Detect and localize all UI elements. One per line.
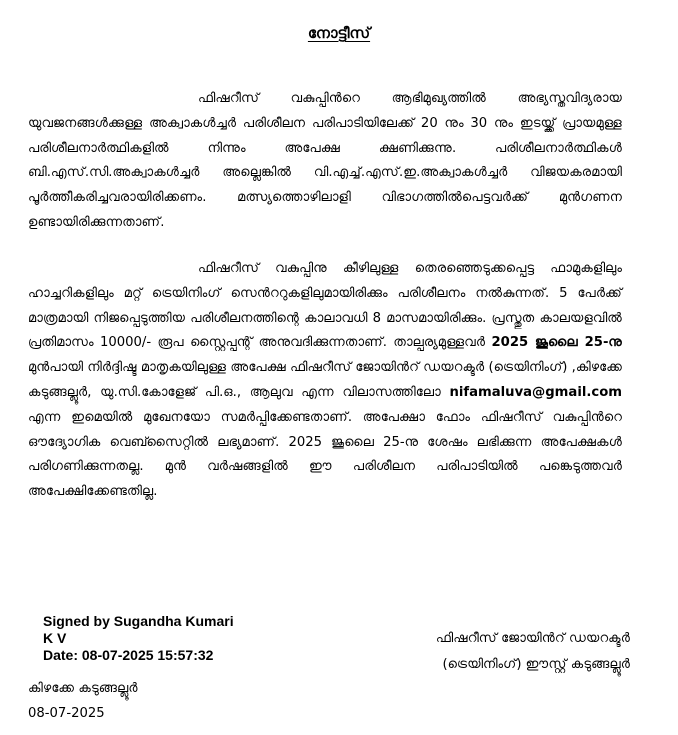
paragraph-details-part3: എന്ന ഇമെയിൽ മുഖേനയോ സമർപ്പിക്കേണ്ടതാണ്. അപേക്ഷാ ഫോം ഫിഷറീസ് വകുപ്പിൻറെ ഔദ്യോഗിക വെബ്സൈറ്റിൽ ലഭ്യമാണ്. 2025 ജൂലൈ 25-നു ശേഷം ലഭിക്കുന്ന അപേക്ഷകൾ പരിഗണിക്കുന്നതല്ല. മുൻ വർഷങ്ങളിൽ ഈ പരിശീലന പരിപാടിയിൽ പങ്കെടുത്തവർ അപേക്ഷിക്കേണ്ടതില്ല.	[28, 409, 622, 500]
issuing-office	[380, 626, 630, 678]
paragraph-eligibility-text: ഫിഷറീസ് വകുപ്പിൻറെ ആഭിമുഖ്യത്തിൽ അഭ്യസ്തവിദ്യരായ യുവജനങ്ങൾക്കുള്ള അക്വാകൾച്ചർ പരിശീലന പരിപാടിയിലേക്ക് 20 നും 30 നും ഇടയ്ക്ക് പ്രായമുള്ള പരിശീലനാർത്ഥികളിൽ നിന്നും അപേക്ഷ ക്ഷണിക്കുന്നു. പരിശീലനാർത്ഥികൾ ബി.എസ്.സി.അക്വാകൾച്ചർ അല്ലെങ്കിൽ വി.എച്ച്.എസ്.ഇ.അക്വാകൾച്ചർ വിജയകരമായി പൂർത്തീകരിച്ചവരായിരിക്കണം. മത്സ്യത്തൊഴിലാളി വിഭാഗത്തിൽപെട്ടവർക്ക് മുൻഗണന ഉണ്ടായിരിക്കുന്നതാണ്.	[28, 91, 622, 230]
issue-date: 08-07-2025	[28, 706, 105, 721]
signature-signer-initials: K V	[43, 630, 67, 646]
notice-title: നോട്ടീസ്	[307, 24, 371, 42]
paragraph-eligibility	[28, 87, 622, 236]
place-name: കിഴക്കേ കടുങ്ങല്ലൂർ	[28, 681, 138, 696]
signature-signer: Signed by Sugandha Kumari	[43, 613, 234, 629]
place-date-block	[28, 676, 138, 726]
paragraph-application-details	[28, 257, 622, 505]
signature-date: Date: 08-07-2025 15:57:32	[43, 647, 214, 663]
digital-signature-block	[43, 613, 293, 664]
paragraph-details-part2: മുൻപായി നിർദ്ദിഷ്ട മാതൃകയിലുള്ള അപേക്ഷ ഫിഷറീസ് ജോയിൻറ് ഡയറക്ടർ (ട്രെയിനിംഗ്) ,കിഴക്കേ കടുങ്ങല്ലൂർ, യു.സി.കോളേജ് പി.ഒ., ആലുവ എന്ന വിലാസത്തിലോ	[28, 360, 622, 400]
office-designation: ഫിഷറീസ് ജോയിൻറ് ഡയറക്ടർ	[435, 631, 630, 646]
office-location: (ട്രെയിനിംഗ്) ഈസ്റ്റ് കടുങ്ങല്ലൂർ	[442, 657, 630, 672]
paragraph-details-part1: ഫിഷറീസ് വകുപ്പിനു കീഴിലുള്ള തെരഞ്ഞെടുക്കപ്പെട്ട ഫാമുകളിലും ഹാച്ചറികളിലും മറ്റ് ട്രെയിനിംഗ് സെൻററുകളിലുമായിരിക്കും പരിശീലനം നൽകുന്നത്. 5 പേർക്ക് മാത്രമായി നിജപ്പെടുത്തിയ പരിശീലനത്തിന്റെ കാലാവധി 8 മാസമായിരിക്കും. പ്രസ്തുത കാലയളവിൽ പ്രതിമാസം 10000/- രൂപ സ്റ്റൈപ്പന്റ് അനുവദിക്കുന്നതാണ്. താല്പര്യമുള്ളവർ	[28, 261, 622, 351]
deadline-date: 2025 ജൂലൈ 25-നു	[491, 335, 622, 351]
contact-email: nifamaluva@gmail.com	[449, 384, 622, 400]
